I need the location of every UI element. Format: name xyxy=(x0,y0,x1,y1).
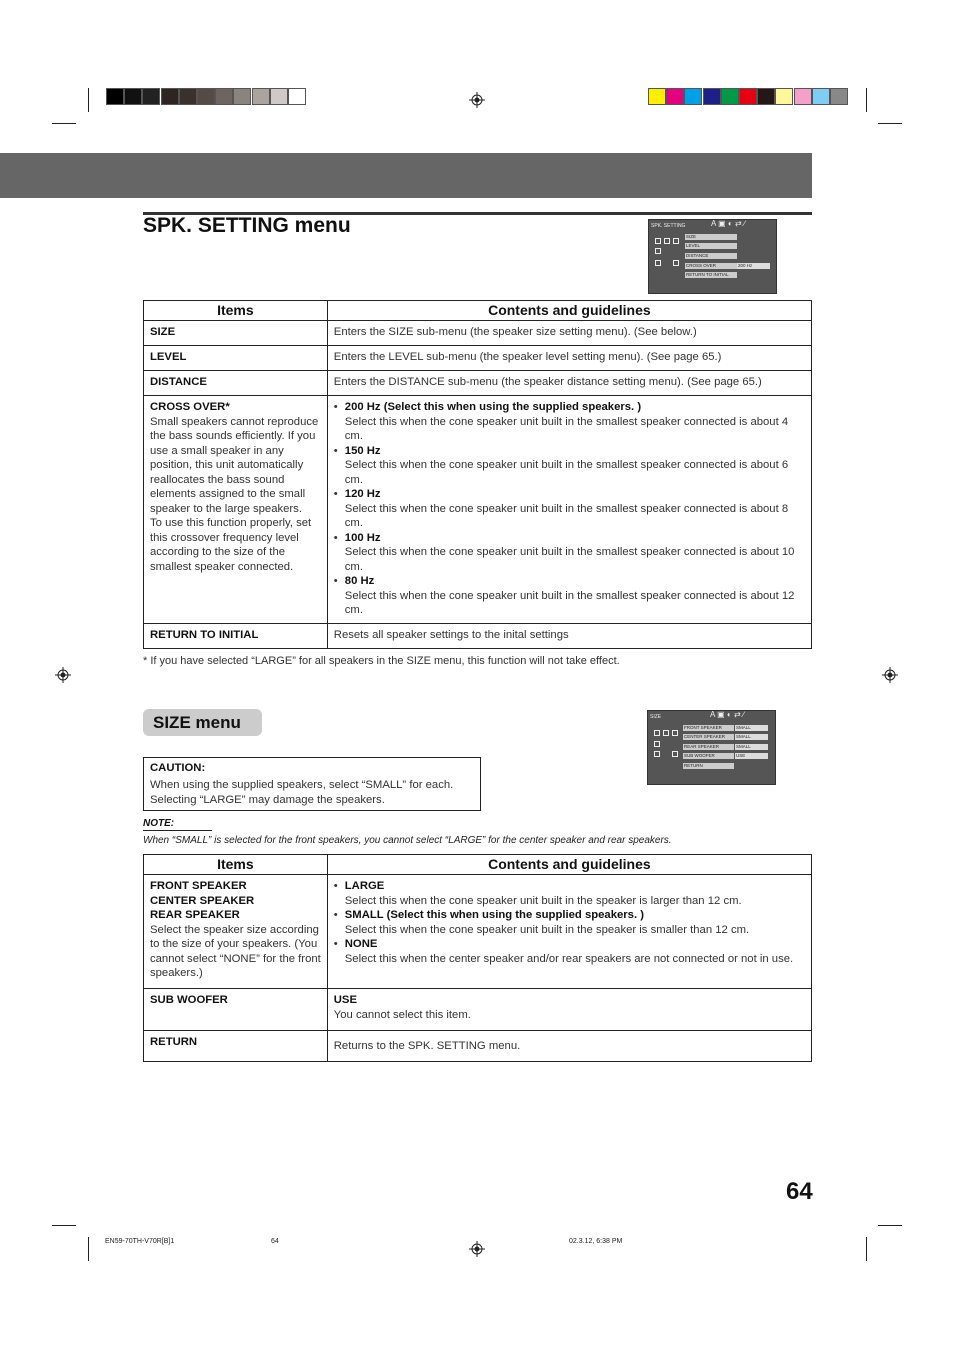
color-swatch xyxy=(215,88,233,105)
item-cell: RETURN xyxy=(144,1031,328,1062)
crop-mark xyxy=(52,123,76,124)
option-label: • NONE xyxy=(344,938,378,950)
note-label: NOTE: xyxy=(143,818,175,829)
column-header-items: Items xyxy=(144,855,328,875)
speaker-icon xyxy=(672,751,678,757)
option-text: Select this when the cone speaker unit built in the smallest speaker connected is about 12 cm. xyxy=(344,589,795,616)
option-text: Select this when the cone speaker unit built in the smallest speaker connected is about 6 cm. xyxy=(344,459,789,486)
option-text: You cannot select this item. xyxy=(333,1008,471,1021)
color-swatch xyxy=(161,88,179,105)
page-number: 64 xyxy=(786,1178,813,1205)
color-swatch xyxy=(721,88,739,105)
content-cell: Resets all speaker settings to the inital settings xyxy=(327,624,811,649)
table-row xyxy=(144,396,812,624)
crop-mark xyxy=(88,88,89,112)
table-row xyxy=(144,989,812,1031)
crossover-item: CROSS OVER* xyxy=(150,401,230,413)
speaker-icon xyxy=(663,730,669,736)
osd-title: SPK. SETTING xyxy=(651,223,686,229)
content-cell xyxy=(327,396,811,624)
spk-setting-table xyxy=(143,300,812,649)
crop-mark xyxy=(88,1237,89,1261)
option-label: • LARGE xyxy=(344,880,385,892)
registration-mark-icon xyxy=(469,92,485,108)
item-cell: DISTANCE xyxy=(144,371,328,396)
speaker-icon xyxy=(655,238,661,244)
table-row xyxy=(144,624,812,649)
osd-value: SMALL xyxy=(735,744,768,750)
caution-text: Selecting “LARGE” may damage the speakers. xyxy=(150,794,385,806)
osd-item: RETURN xyxy=(683,763,734,769)
spk-setting-osd xyxy=(648,219,777,294)
option-text: Select this when the cone speaker unit built in the speaker is larger than 12 cm. xyxy=(344,894,742,907)
list-item xyxy=(334,937,805,966)
color-swatch xyxy=(197,88,215,105)
osd-item: LEVEL xyxy=(685,243,737,249)
color-swatch xyxy=(775,88,793,105)
registration-mark-icon xyxy=(469,1241,485,1257)
osd-title: SIZE xyxy=(650,714,662,720)
table-row xyxy=(144,875,812,989)
osd-item: REAR SPEAKER xyxy=(683,744,734,750)
content-cell: Enters the LEVEL sub-menu (the speaker level setting menu). (See page 65.) xyxy=(327,346,811,371)
option-label: • SMALL (Select this when using the supplied speakers. ) xyxy=(344,909,644,921)
color-swatch xyxy=(124,88,142,105)
option-text: Select this when the cone speaker unit built in the speaker is smaller than 12 cm. xyxy=(344,923,750,936)
item-cell: SIZE xyxy=(144,321,328,346)
color-swatch xyxy=(106,88,124,105)
osd-item: DISTANCE xyxy=(685,253,737,259)
speaker-icon xyxy=(654,741,660,747)
speaker-item: CENTER SPEAKER xyxy=(150,894,255,907)
osd-item: FRONT SPEAKER xyxy=(683,725,734,731)
list-item xyxy=(334,879,805,908)
option-text: Select this when the cone speaker unit built in the smallest speaker connected is about 8 cm. xyxy=(344,502,789,529)
color-swatch xyxy=(757,88,775,105)
color-swatch xyxy=(684,88,702,105)
color-swatch xyxy=(233,88,251,105)
crop-mark xyxy=(866,88,867,112)
option-text: Select this when the cone speaker unit built in the smallest speaker connected is about 4 cm. xyxy=(344,415,789,442)
speaker-icon xyxy=(664,238,670,244)
osd-item: CENTER SPEAKER xyxy=(683,734,734,740)
osd-item: SIZE xyxy=(685,234,737,240)
crop-mark xyxy=(866,1237,867,1261)
print-page-label: 64 xyxy=(271,1238,279,1245)
osd-value: USE xyxy=(735,753,768,759)
list-item xyxy=(334,574,805,618)
speaker-icon xyxy=(655,248,661,254)
option-label: USE xyxy=(333,994,357,1006)
table-row xyxy=(144,371,812,396)
content-cell xyxy=(327,1031,811,1062)
option-text: Select this when the cone speaker unit built in the smallest speaker connected is about 10 cm. xyxy=(344,546,795,573)
speaker-item: REAR SPEAKER xyxy=(150,909,240,921)
item-cell xyxy=(144,875,328,989)
speaker-icon xyxy=(655,260,661,266)
header-banner xyxy=(0,153,812,198)
speaker-icon xyxy=(654,730,660,736)
size-osd xyxy=(647,710,776,785)
color-swatch xyxy=(703,88,721,105)
color-swatch xyxy=(288,88,306,105)
content-cell: Enters the SIZE sub-menu (the speaker size setting menu). (See below.) xyxy=(327,321,811,346)
item-cell: SUB WOOFER xyxy=(144,989,328,1031)
osd-toolbar-icons: A ▣ ◐ ⇄ ∕ xyxy=(710,710,745,719)
list-item xyxy=(334,400,805,444)
footnote: * If you have selected “LARGE” for all speakers in the SIZE menu, this function will not take effect. xyxy=(143,655,620,667)
content-cell xyxy=(327,989,811,1031)
content-cell xyxy=(327,875,811,989)
column-header-contents: Contents and guidelines xyxy=(327,301,811,321)
print-file-label: EN59-70TH-V70R[B]1 xyxy=(105,1238,175,1245)
color-swatch xyxy=(812,88,830,105)
table-row xyxy=(144,321,812,346)
color-swatch xyxy=(648,88,666,105)
list-item xyxy=(334,531,805,575)
speaker-item: FRONT SPEAKER xyxy=(150,880,247,892)
color-swatch xyxy=(794,88,812,105)
note-underline xyxy=(143,830,212,831)
return-text: Returns to the SPK. SETTING menu. xyxy=(333,1039,521,1052)
option-label: • 100 Hz xyxy=(344,531,381,544)
osd-value: SMALL xyxy=(735,734,768,740)
caution-title: CAUTION: xyxy=(150,762,206,774)
size-table xyxy=(143,854,812,1062)
crossover-desc: To use this function properly, set this crossover frequency level according to the size of the smallest speaker connected. xyxy=(150,517,312,573)
column-header-items: Items xyxy=(144,301,328,321)
caution-text: When using the supplied speakers, select “SMALL” for each. xyxy=(150,779,454,791)
crop-mark xyxy=(878,1225,902,1226)
color-swatch xyxy=(270,88,288,105)
color-swatch xyxy=(666,88,684,105)
option-label: • 120 Hz xyxy=(344,488,381,500)
size-menu-heading: SIZE menu xyxy=(143,709,262,736)
page-title: SPK. SETTING menu xyxy=(143,214,351,237)
note-text: When “SMALL” is selected for the front speakers, you cannot select “LARGE” for the center speaker and rear speakers. xyxy=(143,835,672,846)
crop-mark xyxy=(878,123,902,124)
crop-mark xyxy=(52,1225,76,1226)
speaker-icon xyxy=(654,751,660,757)
speaker-icon xyxy=(672,730,678,736)
content-cell: Enters the DISTANCE sub-menu (the speaker distance setting menu). (See page 65.) xyxy=(327,371,811,396)
caution-box xyxy=(143,757,481,811)
registration-mark-icon xyxy=(55,667,71,683)
osd-value: SMALL xyxy=(735,725,768,731)
list-item xyxy=(334,487,805,531)
color-swatch xyxy=(179,88,197,105)
option-label: • 150 Hz xyxy=(344,444,381,457)
item-cell: RETURN TO INITIAL xyxy=(144,624,328,649)
list-item xyxy=(334,444,805,488)
column-header-contents: Contents and guidelines xyxy=(327,855,811,875)
speaker-icon xyxy=(673,238,679,244)
table-row xyxy=(144,346,812,371)
print-date-label: 02.3.12, 6:38 PM xyxy=(569,1238,623,1245)
osd-value: 200 Hz xyxy=(737,263,770,269)
option-text: Select this when the center speaker and/or rear speakers are not connected or not in use. xyxy=(344,952,794,965)
option-label: • 200 Hz (Select this when using the supplied speakers. ) xyxy=(344,401,642,413)
osd-item: SUB WOOFER xyxy=(683,753,734,759)
color-swatch xyxy=(252,88,270,105)
crossover-desc: Small speakers cannot reproduce the bass sounds efficiently. If you use a small speaker in any position, this unit automatically reallocates the bass sound elements assigned to the small speaker to the large speakers. xyxy=(150,415,319,515)
osd-item: CROSS OVER xyxy=(685,263,737,269)
registration-mark-icon xyxy=(882,667,898,683)
item-cell: LEVEL xyxy=(144,346,328,371)
color-swatch xyxy=(142,88,160,105)
color-swatch xyxy=(830,88,848,105)
list-item xyxy=(334,908,805,937)
speaker-desc: Select the speaker size according to the size of your speakers. (You cannot select “NONE” for the front speakers.) xyxy=(150,923,321,979)
speaker-icon xyxy=(673,260,679,266)
osd-item: RETURN TO INITIAL xyxy=(685,272,737,278)
table-row xyxy=(144,1031,812,1062)
color-swatch xyxy=(739,88,757,105)
item-cell xyxy=(144,396,328,624)
option-label: • 80 Hz xyxy=(344,575,375,587)
osd-toolbar-icons: A ▣ ◐ ⇄ ∕ xyxy=(711,219,746,228)
